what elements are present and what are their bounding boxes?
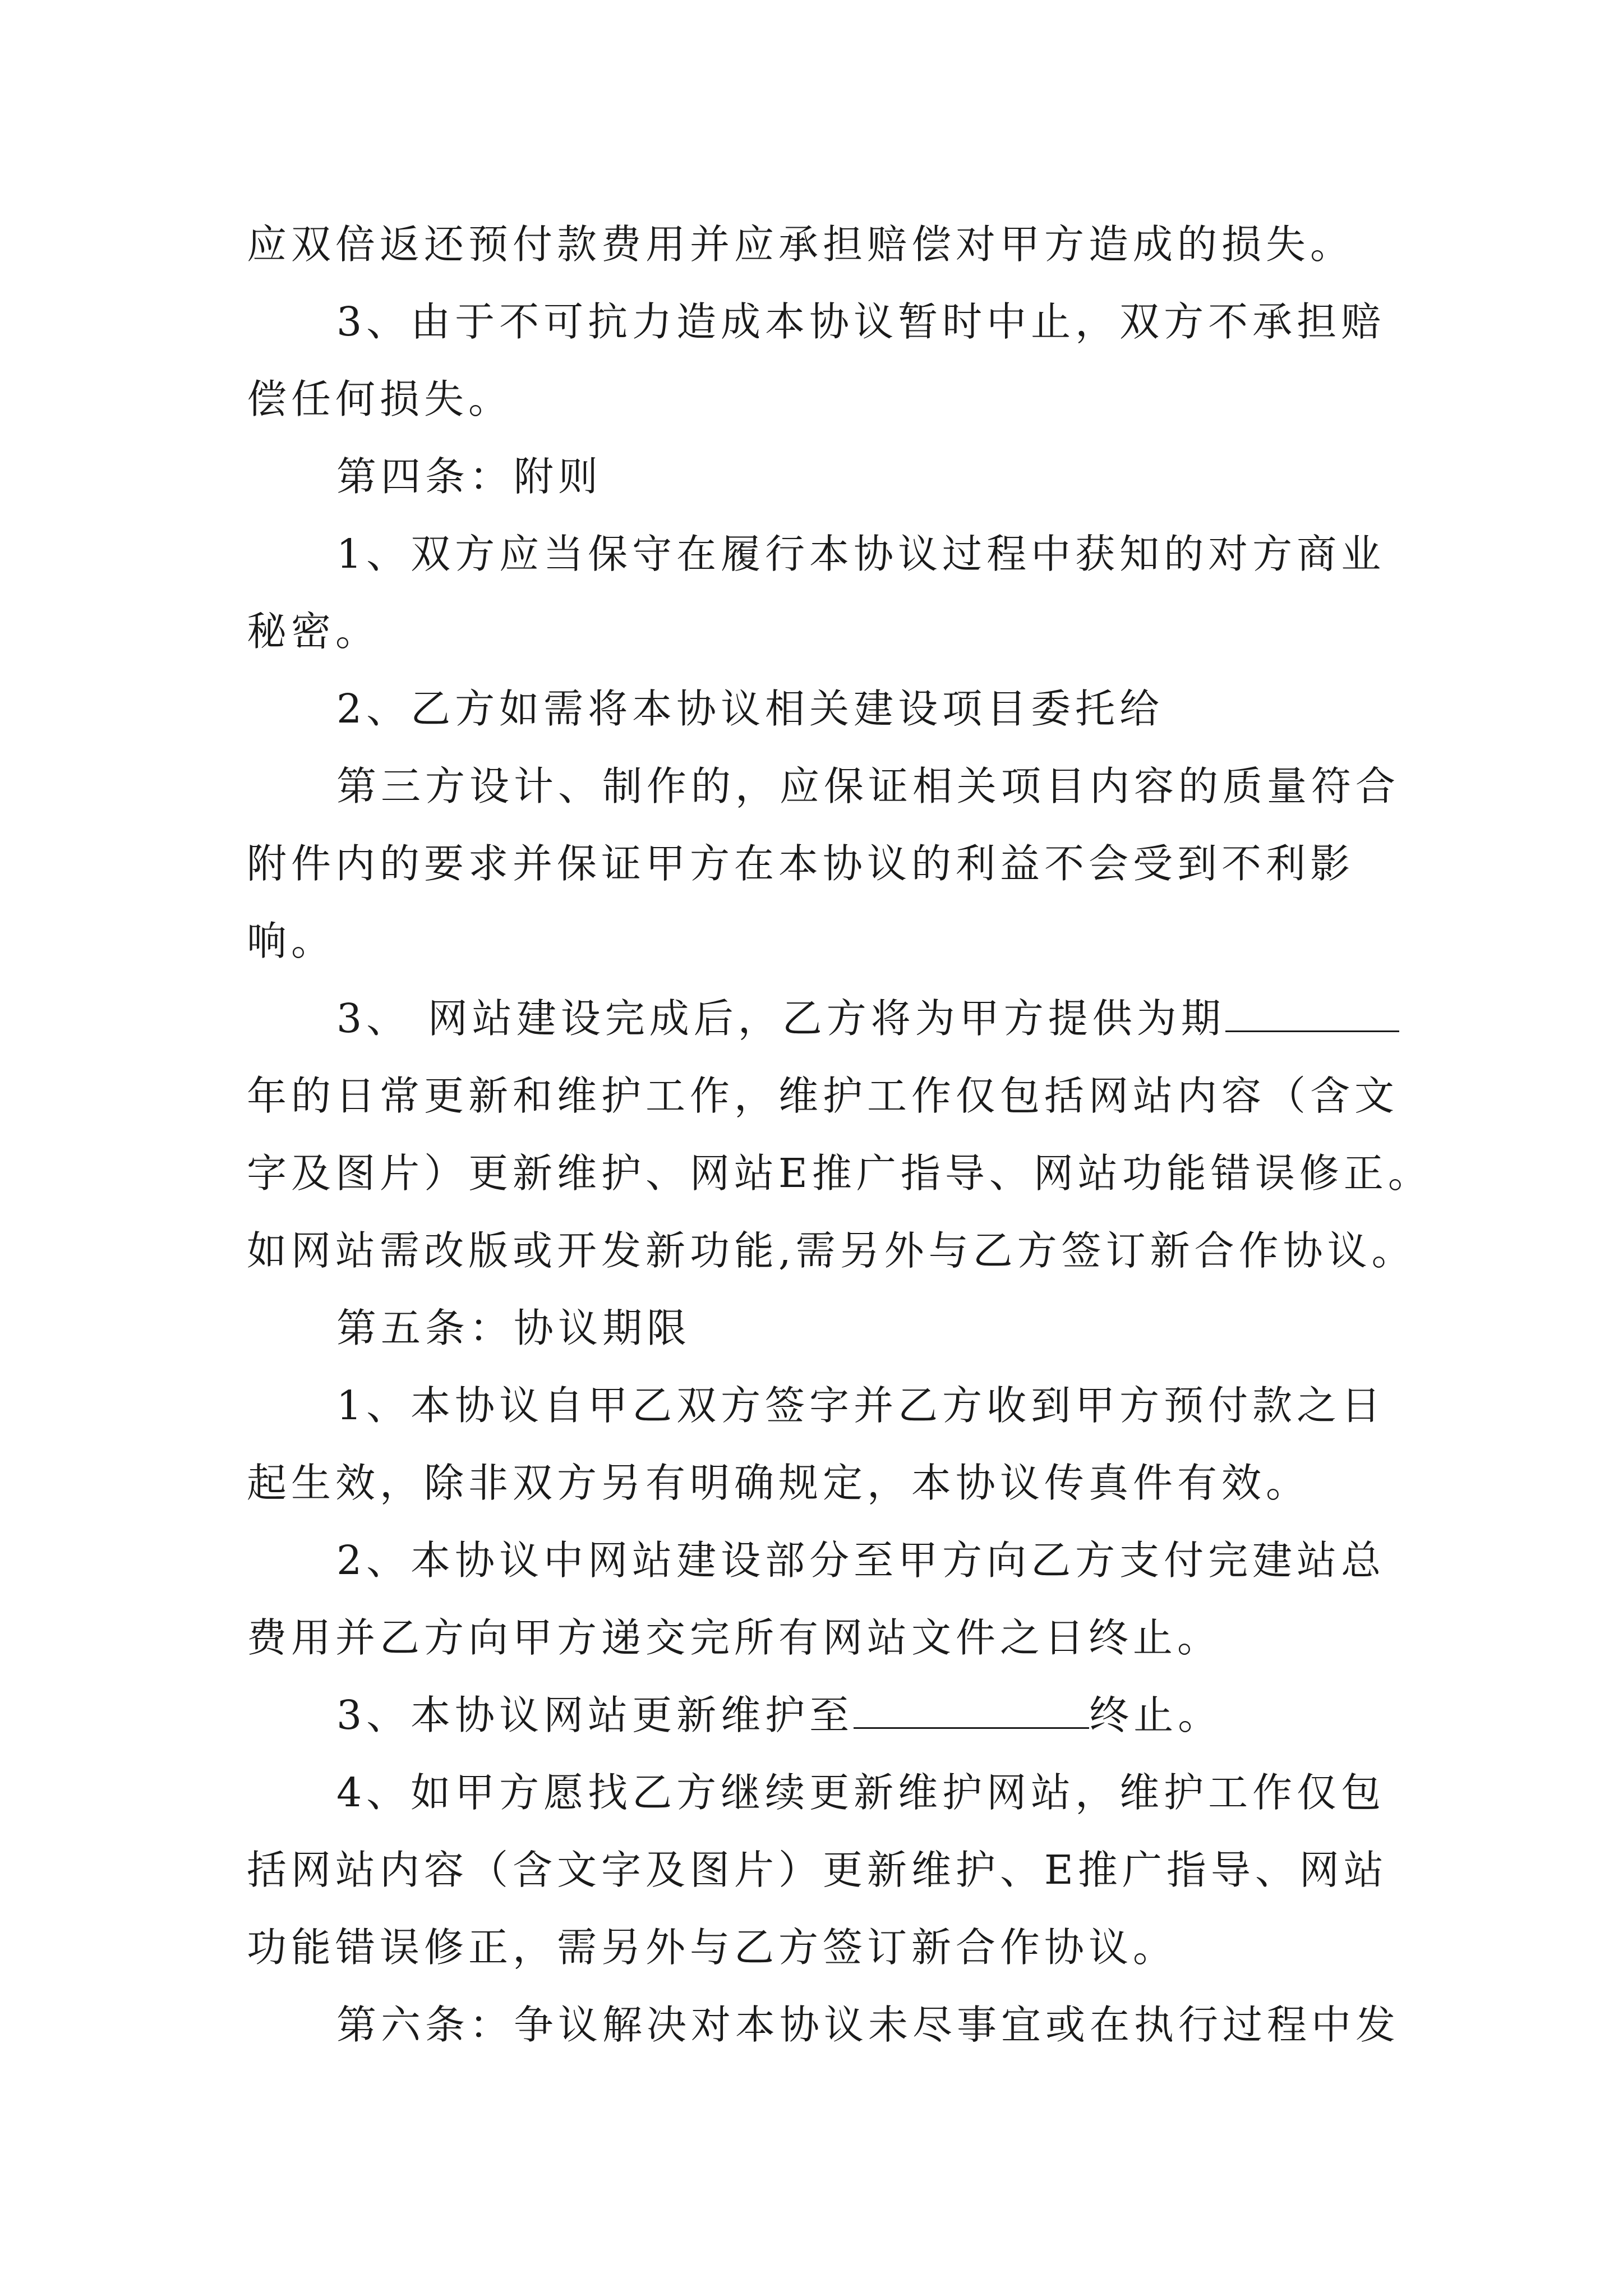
section-heading: 第四条：附则 [336, 453, 603, 500]
text-line: 1、双方应当保守在履行本协议过程中获知的对方商业 [336, 531, 1386, 577]
text-segment: 3、 网站建设完成后，乙方将为甲方提供为期 [336, 995, 1225, 1042]
text-line: 偿任何损失。 [247, 376, 513, 422]
text-line: 费用并乙方向甲方递交完所有网站文件之日终止。 [247, 1614, 1222, 1661]
text-line: 第三方设计、制作的，应保证相关项目内容的质量符合 [336, 763, 1400, 809]
text-line: 1、本协议自甲乙双方签字并乙方收到甲方预付款之日 [336, 1382, 1386, 1429]
text-line: 字及图片）更新维护、网站E推广指导、网站功能错误修正。 [247, 1150, 1432, 1197]
text-line: 功能错误修正，需另外与乙方签订新合作协议。 [247, 1924, 1178, 1971]
text-line: 第六条：争议解决对本协议未尽事宜或在执行过程中发 [336, 2001, 1400, 2048]
text-line: 响。 [247, 918, 336, 964]
text-line [336, 979, 1399, 1058]
text-line: 4、如甲方愿找乙方继续更新维护网站，维护工作仅包 [336, 1769, 1386, 1816]
text-line [336, 1676, 1222, 1755]
text-line: 应双倍返还预付款费用并应承担赔偿对甲方造成的损失。 [247, 221, 1355, 268]
section-heading: 第五条：协议期限 [336, 1305, 691, 1351]
fill-in-blank[interactable] [854, 1692, 1089, 1729]
text-line: 如网站需改版或开发新功能,需另外与乙方签订新合作协议。 [247, 1227, 1416, 1274]
text-line: 附件内的要求并保证甲方在本协议的利益不会受到不利影 [247, 840, 1355, 887]
text-line: 2、乙方如需将本协议相关建设项目委托给 [336, 685, 1164, 732]
text-segment: 终止。 [1089, 1692, 1223, 1738]
text-line: 秘密。 [247, 608, 380, 655]
text-line: 起生效，除非双方另有明确规定，本协议传真件有效。 [247, 1460, 1311, 1506]
text-line: 3、由于不可抗力造成本协议暂时中止，双方不承担赔 [336, 298, 1386, 345]
fill-in-blank[interactable] [1225, 996, 1399, 1032]
text-line: 2、本协议中网站建设部分至甲方向乙方支付完建站总 [336, 1537, 1386, 1584]
text-line: 括网站内容（含文字及图片）更新维护、E推广指导、网站 [247, 1847, 1388, 1893]
text-line: 年的日常更新和维护工作，维护工作仅包括网站内容（含文 [247, 1073, 1399, 1119]
text-segment: 3、本协议网站更新维护至 [336, 1692, 854, 1738]
